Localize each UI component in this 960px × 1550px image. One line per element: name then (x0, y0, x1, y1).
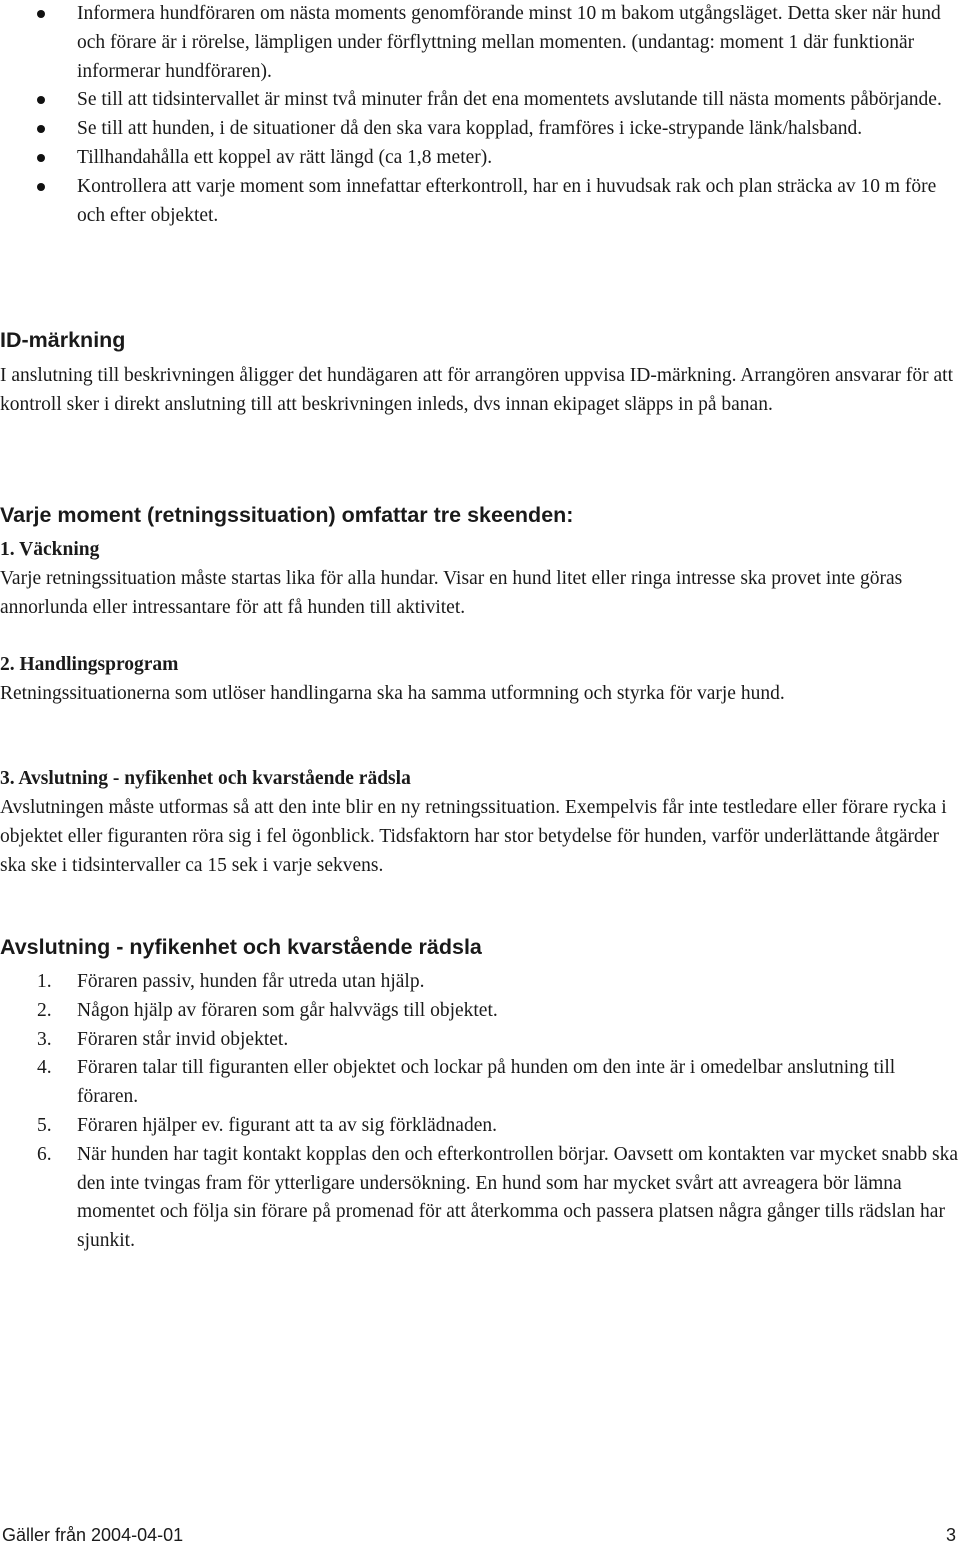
item-text: Föraren hjälper ev. figurant att ta av sig förklädnaden. (77, 1114, 497, 1136)
instruction-bullet-list (0, 0, 960, 230)
part-text-wakening: Varje retningssituation måste startas lika för alla hundar. Visar en hund litet eller ringa intresse ska provet inte göras annorlunda eller intressantare för att få hunden till aktivitet. (0, 568, 903, 618)
page-footer (0, 1524, 960, 1546)
bullet-item (0, 144, 960, 173)
part-title-wakening: 1. Väckning (0, 539, 100, 560)
item-text: Föraren passiv, hunden får utreda utan hjälp. (77, 971, 425, 992)
numbered-item (0, 1141, 960, 1256)
bullet-item (0, 173, 960, 231)
item-text: När hunden har tagit kontakt kopplas den och efterkontrollen börjar. Oavsett om kontakten var mycket snabb ska den inte tvingas fram för ytterligare undersökning. En hund som har mycket svårt att avreagera bör lämna momentet och följa sin förare på promenad för att återkomma och passera platsen några gånger tills rädslan har sjunkit. (77, 1143, 959, 1252)
bullet-text: Kontrollera att varje moment som innefattar efterkontroll, har en i huvudsak rak och plan sträcka av 10 m före och efter objektet. (77, 175, 937, 226)
numbered-item (0, 1026, 960, 1055)
avslutning-section-heading: Avslutning - nyfikenhet och kvarstående rädsla (0, 935, 482, 959)
item-number: 5. (37, 1114, 52, 1136)
item-number: 4. (37, 1057, 52, 1079)
bullet-item (0, 86, 960, 115)
bullet-dot-icon (37, 96, 45, 104)
part-text-ending: Avslutningen måste utformas så att den inte blir en ny retningssituation. Exempelvis får inte testledare eller förare rycka i objektet eller figuranten röra sig i fel ögonblick. Tidsfaktorn har stor betydelse för hunden, varför underlättande åtgärder ska ske i tidsintervaller ca 15 sek i varje sekvens. (0, 797, 947, 876)
bullet-item (0, 0, 960, 86)
id-section-heading: ID-märkning (0, 328, 126, 352)
numbered-item (0, 968, 960, 997)
item-number: 1. (37, 971, 52, 992)
footer-page-number: 3 (945, 1525, 956, 1545)
item-text: Föraren står invid objektet. (77, 1028, 289, 1050)
item-number: 2. (37, 999, 52, 1021)
bullet-dot-icon (37, 125, 45, 133)
item-text: Någon hjälp av föraren som går halvvägs till objektet. (77, 999, 498, 1021)
bullet-dot-icon (37, 154, 45, 162)
avslutning-numbered-list (0, 968, 960, 1256)
numbered-item (0, 1054, 960, 1112)
footer-valid-from: Gäller från 2004-04-01 (2, 1525, 184, 1545)
bullet-text: Se till att tidsintervallet är minst två minuter från det ena momentets avslutande till nästa moments påbörjande. (77, 89, 942, 111)
bullet-text: Informera hundföraren om nästa moments genomförande minst 10 m bakom utgångsläget. Detta sker när hund och förare är i rörelse, lämpligen under förflyttning mellan momenten. (undantag: moment 1 där funktionär informerar hundföraren). (77, 3, 941, 82)
bullet-text: Tillhandahålla ett koppel av rätt längd (ca 1,8 meter). (77, 146, 493, 168)
bullet-text: Se till att hunden, i de situationer då den ska vara kopplad, framföres i icke-strypande länk/halsband. (77, 118, 863, 140)
bullet-dot-icon (37, 10, 45, 18)
item-text: Föraren talar till figuranten eller objektet och lockar på hunden om den inte är i omedelbar anslutning till föraren. (77, 1057, 896, 1108)
numbered-item (0, 1112, 960, 1141)
id-section-text: I anslutning till beskrivningen åligger det hundägaren att för arrangören uppvisa ID-märkning. Arrangören ansvarar för att kontroll sker i direkt anslutning till att beskrivningen inleds, dvs innan ekipaget släpps in på banan. (0, 365, 954, 415)
numbered-item (0, 997, 960, 1026)
part-title-ending: 3. Avslutning - nyfikenhet och kvarstående rädsla (0, 768, 411, 789)
item-number: 3. (37, 1028, 52, 1050)
moment-section-heading: Varje moment (retningssituation) omfattar tre skeenden: (0, 503, 574, 527)
part-text-action-program: Retningssituationerna som utlöser handlingarna ska ha samma utformning och styrka för varje hund. (0, 683, 785, 704)
bullet-dot-icon (37, 183, 45, 191)
item-number: 6. (37, 1143, 52, 1165)
part-title-action-program: 2. Handlingsprogram (0, 654, 179, 675)
bullet-item (0, 115, 960, 144)
